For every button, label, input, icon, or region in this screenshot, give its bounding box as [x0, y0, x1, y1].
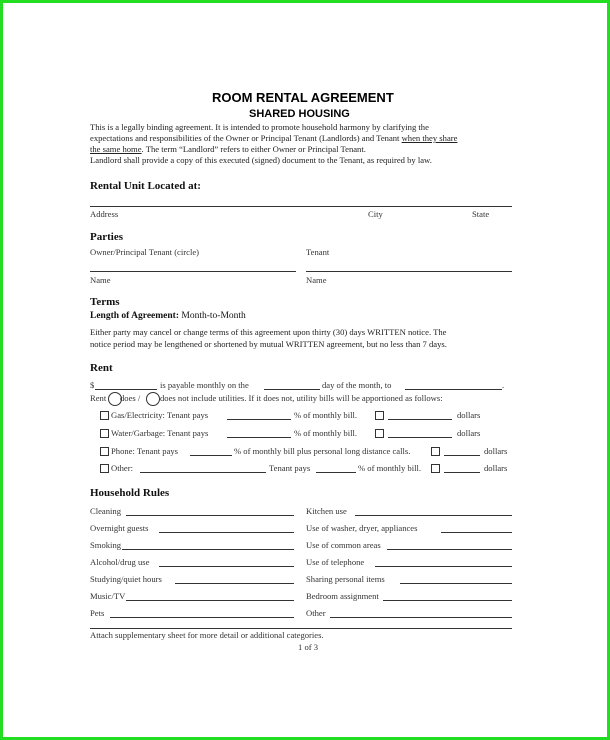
rent-payable-text: is payable monthly on the	[160, 380, 249, 390]
rule-field-left[interactable]	[122, 549, 294, 550]
water-garbage-checkbox[interactable]	[100, 429, 109, 438]
other-dollars-field[interactable]	[444, 472, 480, 473]
rule-field-right[interactable]	[355, 515, 512, 516]
rule-label-right: Use of common areas	[306, 540, 381, 550]
rule-label-right: Sharing personal items	[306, 574, 385, 584]
gas-percent-field[interactable]	[227, 419, 291, 420]
rule-field-right[interactable]	[375, 566, 512, 567]
intro-line-3: the same home. The term “Landlord” refers to either Owner or Principal Tenant.	[90, 144, 366, 154]
parties-heading: Parties	[90, 231, 123, 243]
rule-field-left[interactable]	[159, 566, 294, 567]
rule-label-right: Other	[306, 608, 326, 618]
address-field[interactable]	[90, 206, 512, 207]
rule-field-left[interactable]	[126, 515, 294, 516]
gas-dollars-field[interactable]	[388, 419, 452, 420]
rule-label-left: Cleaning	[90, 506, 122, 516]
rule-label-left: Pets	[90, 608, 105, 618]
rule-label-right: Kitchen use	[306, 506, 347, 516]
state-label: State	[472, 209, 490, 219]
tenant-name-field[interactable]	[306, 271, 512, 272]
other-percent-field[interactable]	[316, 472, 356, 473]
rule-field-right[interactable]	[330, 617, 512, 618]
phone-dollars-text: dollars	[484, 446, 508, 456]
tenant-name-label: Name	[306, 275, 327, 285]
phone-percent-text: % of monthly bill plus personal long distance calls.	[234, 446, 411, 456]
owner-label: Owner/Principal Tenant (circle)	[90, 247, 200, 257]
rule-field-right[interactable]	[383, 600, 512, 601]
gas-electricity-label: Gas/Electricity: Tenant pays	[111, 410, 209, 420]
water-dollars-checkbox[interactable]	[375, 429, 384, 438]
rent-period: .	[502, 380, 505, 390]
intro-line-2: expectations and responsibilities of the Owner or Principal Tenant (Landlords) and Tenant when they share	[90, 133, 458, 143]
other-dollars-checkbox[interactable]	[431, 464, 440, 473]
phone-label: Phone: Tenant pays	[111, 446, 179, 456]
tenant-label: Tenant	[306, 247, 330, 257]
does-not-circle[interactable]	[146, 392, 160, 406]
phone-checkbox[interactable]	[100, 447, 109, 456]
rent-word: Rent	[90, 393, 107, 403]
rule-label-right: Use of telephone	[306, 557, 365, 567]
length-of-agreement: Length of Agreement: Month-to-Month	[90, 311, 246, 321]
city-label: City	[368, 209, 383, 219]
rent-amount-field[interactable]	[95, 389, 157, 390]
page-number: 1 of 3	[298, 642, 319, 652]
dollar-sign: $	[90, 380, 95, 390]
other-percent-text: % of monthly bill.	[358, 463, 422, 473]
document-subtitle: SHARED HOUSING	[249, 108, 350, 120]
other-dollars-text: dollars	[484, 463, 508, 473]
does-not-text: does not include utilities. If it does not, utility bills will be apportioned as follows:	[160, 393, 443, 403]
rule-field-right[interactable]	[400, 583, 512, 584]
other-label: Other:	[111, 463, 133, 473]
owner-name-field[interactable]	[90, 271, 296, 272]
rule-field-left[interactable]	[159, 532, 294, 533]
household-rules-heading: Household Rules	[90, 487, 170, 499]
rent-heading: Rent	[90, 362, 113, 374]
rule-field-right[interactable]	[387, 549, 512, 550]
gas-percent-text: % of monthly bill.	[294, 410, 358, 420]
rule-field-left[interactable]	[175, 583, 294, 584]
terms-text-2: notice period may be lengthened or shortened by mutual WRITTEN agreement, but no less than 7 days.	[90, 339, 447, 349]
rent-day-text: day of the month, to	[322, 380, 392, 390]
water-percent-text: % of monthly bill.	[294, 428, 358, 438]
rule-label-right: Use of washer, dryer, appliances	[306, 523, 418, 533]
rule-field-right[interactable]	[441, 532, 512, 533]
rule-label-left: Studying/quiet hours	[90, 574, 162, 584]
other-checkbox[interactable]	[100, 464, 109, 473]
rental-unit-heading: Rental Unit Located at:	[90, 180, 201, 192]
phone-dollars-field[interactable]	[444, 455, 480, 456]
water-dollars-field[interactable]	[388, 437, 452, 438]
terms-text-1: Either party may cancel or change terms of this agreement upon thirty (30) days WRITTEN notice. The	[90, 327, 447, 337]
gas-electricity-checkbox[interactable]	[100, 411, 109, 420]
terms-heading: Terms	[90, 296, 120, 308]
rent-day-field[interactable]	[264, 389, 320, 390]
rule-field-left[interactable]	[126, 600, 294, 601]
rule-field-left[interactable]	[110, 617, 294, 618]
rule-label-right: Bedroom assignment	[306, 591, 379, 601]
bottom-rule	[90, 628, 512, 629]
water-garbage-label: Water/Garbage: Tenant pays	[111, 428, 209, 438]
water-dollars-text: dollars	[457, 428, 481, 438]
owner-name-label: Name	[90, 275, 111, 285]
intro-line-1: This is a legally binding agreement. It is intended to promote household harmony by clarifying the	[90, 122, 429, 132]
intro-line-4: Landlord shall provide a copy of this executed (signed) document to the Tenant, as required by law.	[90, 155, 432, 165]
document-title: ROOM RENTAL AGREEMENT	[212, 90, 394, 105]
other-tenant-pays: Tenant pays	[269, 463, 311, 473]
rule-label-left: Alcohol/drug use	[90, 557, 150, 567]
supplementary-note: Attach supplementary sheet for more detail or additional categories.	[90, 630, 324, 640]
rule-label-left: Overnight guests	[90, 523, 149, 533]
other-description-field[interactable]	[140, 472, 266, 473]
rule-label-left: Smoking	[90, 540, 122, 550]
phone-percent-field[interactable]	[190, 455, 232, 456]
gas-dollars-checkbox[interactable]	[375, 411, 384, 420]
does-text: does /	[120, 393, 141, 403]
address-label: Address	[90, 209, 119, 219]
gas-dollars-text: dollars	[457, 410, 481, 420]
water-percent-field[interactable]	[227, 437, 291, 438]
phone-dollars-checkbox[interactable]	[431, 447, 440, 456]
rent-payee-field[interactable]	[405, 389, 502, 390]
rule-label-left: Music/TV	[90, 591, 126, 601]
